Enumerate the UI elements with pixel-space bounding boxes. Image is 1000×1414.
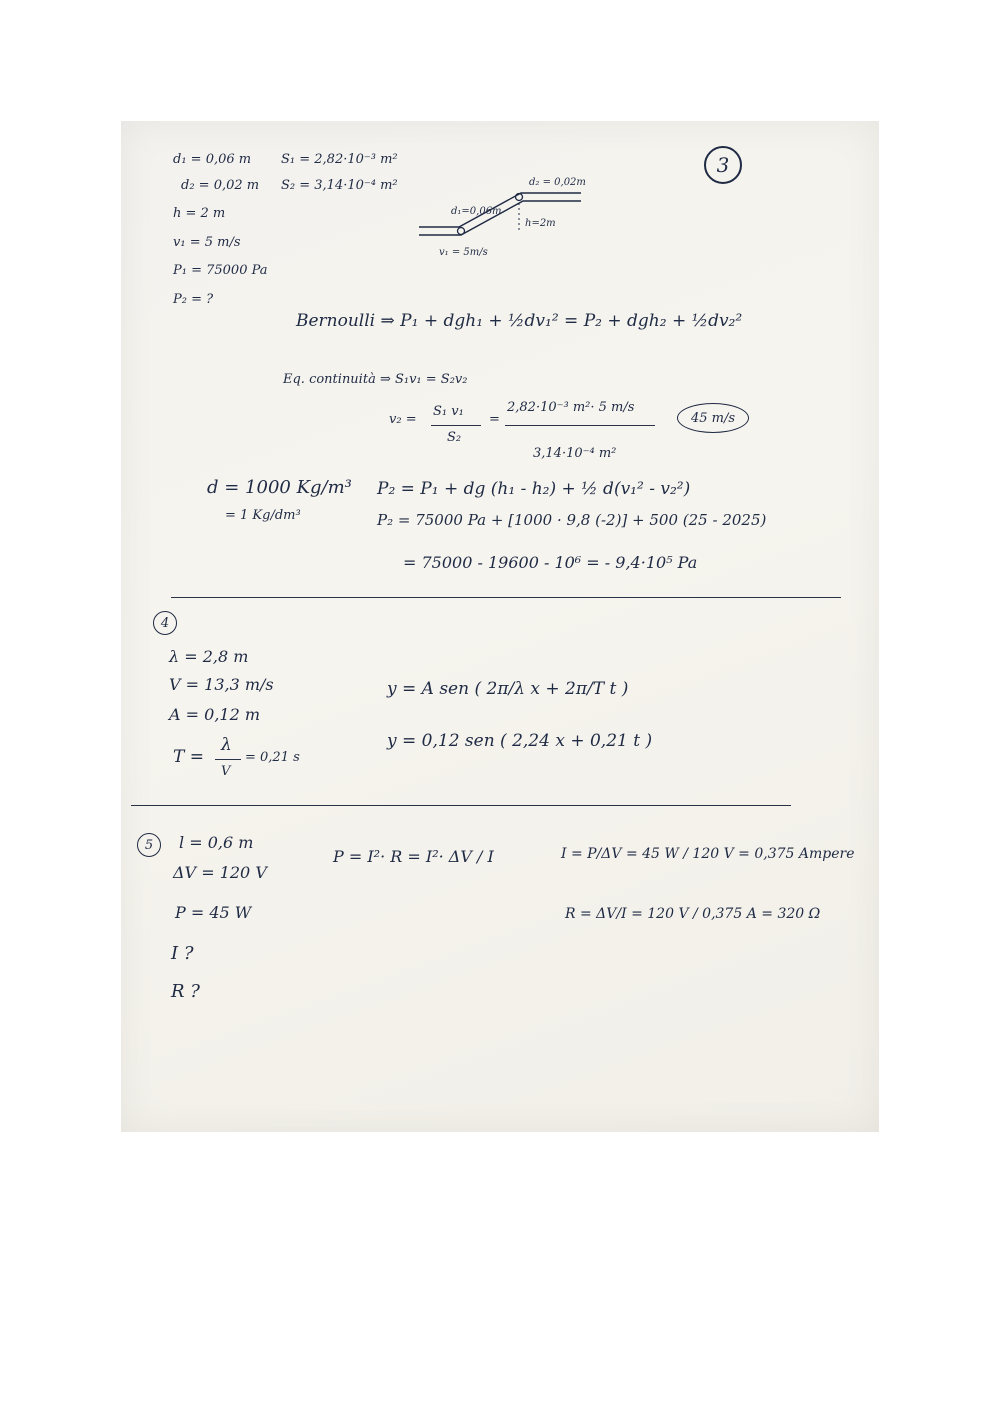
period-result: = 0,21 s (245, 750, 300, 765)
wave-equation-numeric: y = 0,12 sen ( 2,24 x + 0,21 t ) (387, 731, 653, 751)
v2-result: 45 m/s (690, 410, 736, 426)
handwritten-sheet (121, 121, 879, 1132)
density-value: d = 1000 Kg/m³ (207, 477, 352, 498)
given-voltage: ΔV = 120 V (173, 863, 267, 882)
v2-values-fraction-bar (505, 425, 655, 426)
given-v1: v₁ = 5 m/s (173, 235, 241, 250)
given-p1: P₁ = 75000 Pa (173, 263, 268, 278)
given-h: h = 2 m (173, 206, 226, 221)
density-value-alt: = 1 Kg/dm³ (225, 508, 301, 523)
current-calculation: I = P/ΔV = 45 W / 120 V = 0,375 Ampere (561, 846, 855, 862)
pipe-diagram (121, 121, 879, 1132)
unknown-resistance: R ? (171, 981, 200, 1002)
period-numerator: λ (221, 735, 232, 755)
diagram-d2: d₂ = 0,02m (529, 177, 586, 188)
p2-substitution: P₂ = 75000 Pa + [1000 · 9,8 (-2)] + 500 (25 - 2025) (377, 511, 767, 529)
wave-equation: y = A sen ( 2π/λ x + 2π/T t ) (387, 679, 629, 699)
given-velocity: V = 13,3 m/s (169, 675, 274, 694)
v2-fraction-bar (431, 425, 481, 426)
v2-equals: = (489, 412, 500, 427)
section-s1: S₁ = 2,82·10⁻³ m² (281, 152, 398, 167)
section-s2: S₂ = 3,14·10⁻⁴ m² (281, 178, 398, 193)
v2-result-circle (677, 403, 749, 433)
v2-denominator: S₂ (447, 430, 462, 445)
v2-denominator-values: 3,14·10⁻⁴ m² (533, 446, 617, 461)
continuity-equation: Eq. continuità ⇒ S₁v₁ = S₂v₂ (283, 372, 468, 387)
v2-numerator: S₁ v₁ (433, 404, 464, 419)
diagram-v1: v₁ = 5m/s (439, 247, 488, 258)
v2-numerator-values: 2,82·10⁻³ m²· 5 m/s (507, 400, 635, 415)
given-power: P = 45 W (175, 903, 252, 922)
period-fraction-bar (215, 759, 241, 760)
power-formula: P = I²· R = I²· ΔV / I (333, 847, 494, 866)
period-denominator: V (221, 764, 231, 779)
given-length: l = 0,6 m (179, 833, 254, 852)
bernoulli-equation: Bernoulli ⇒ P₁ + dgh₁ + ½dv₁² = P₂ + dgh₂ + ½dv₂² (296, 311, 743, 331)
divider-1 (171, 597, 841, 598)
p2-result: = 75000 - 19600 - 10⁶ = - 9,4·10⁵ Pa (403, 553, 698, 572)
v2-lhs: v₂ = (389, 412, 417, 427)
given-d2: d₂ = 0,02 m (181, 178, 260, 193)
paper-photo (121, 121, 879, 1132)
divider-2 (131, 805, 791, 806)
given-amplitude: A = 0,12 m (169, 705, 261, 724)
problem-5-number: 5 (137, 833, 161, 857)
given-p2: P₂ = ? (173, 292, 214, 307)
given-wavelength: λ = 2,8 m (169, 647, 249, 666)
diagram-h: h=2m (525, 218, 556, 229)
problem-4-number: 4 (153, 611, 177, 635)
p2-formula: P₂ = P₁ + dg (h₁ - h₂) + ½ d(v₁² - v₂²) (377, 479, 691, 499)
problem-3-number: 3 (704, 146, 742, 184)
diagram-d1: d₁=0,06m (451, 206, 502, 217)
unknown-current: I ? (171, 943, 194, 964)
resistance-calculation: R = ΔV/I = 120 V / 0,375 A = 320 Ω (565, 906, 821, 922)
given-d1: d₁ = 0,06 m (173, 152, 252, 167)
period-lhs: T = (173, 747, 204, 767)
